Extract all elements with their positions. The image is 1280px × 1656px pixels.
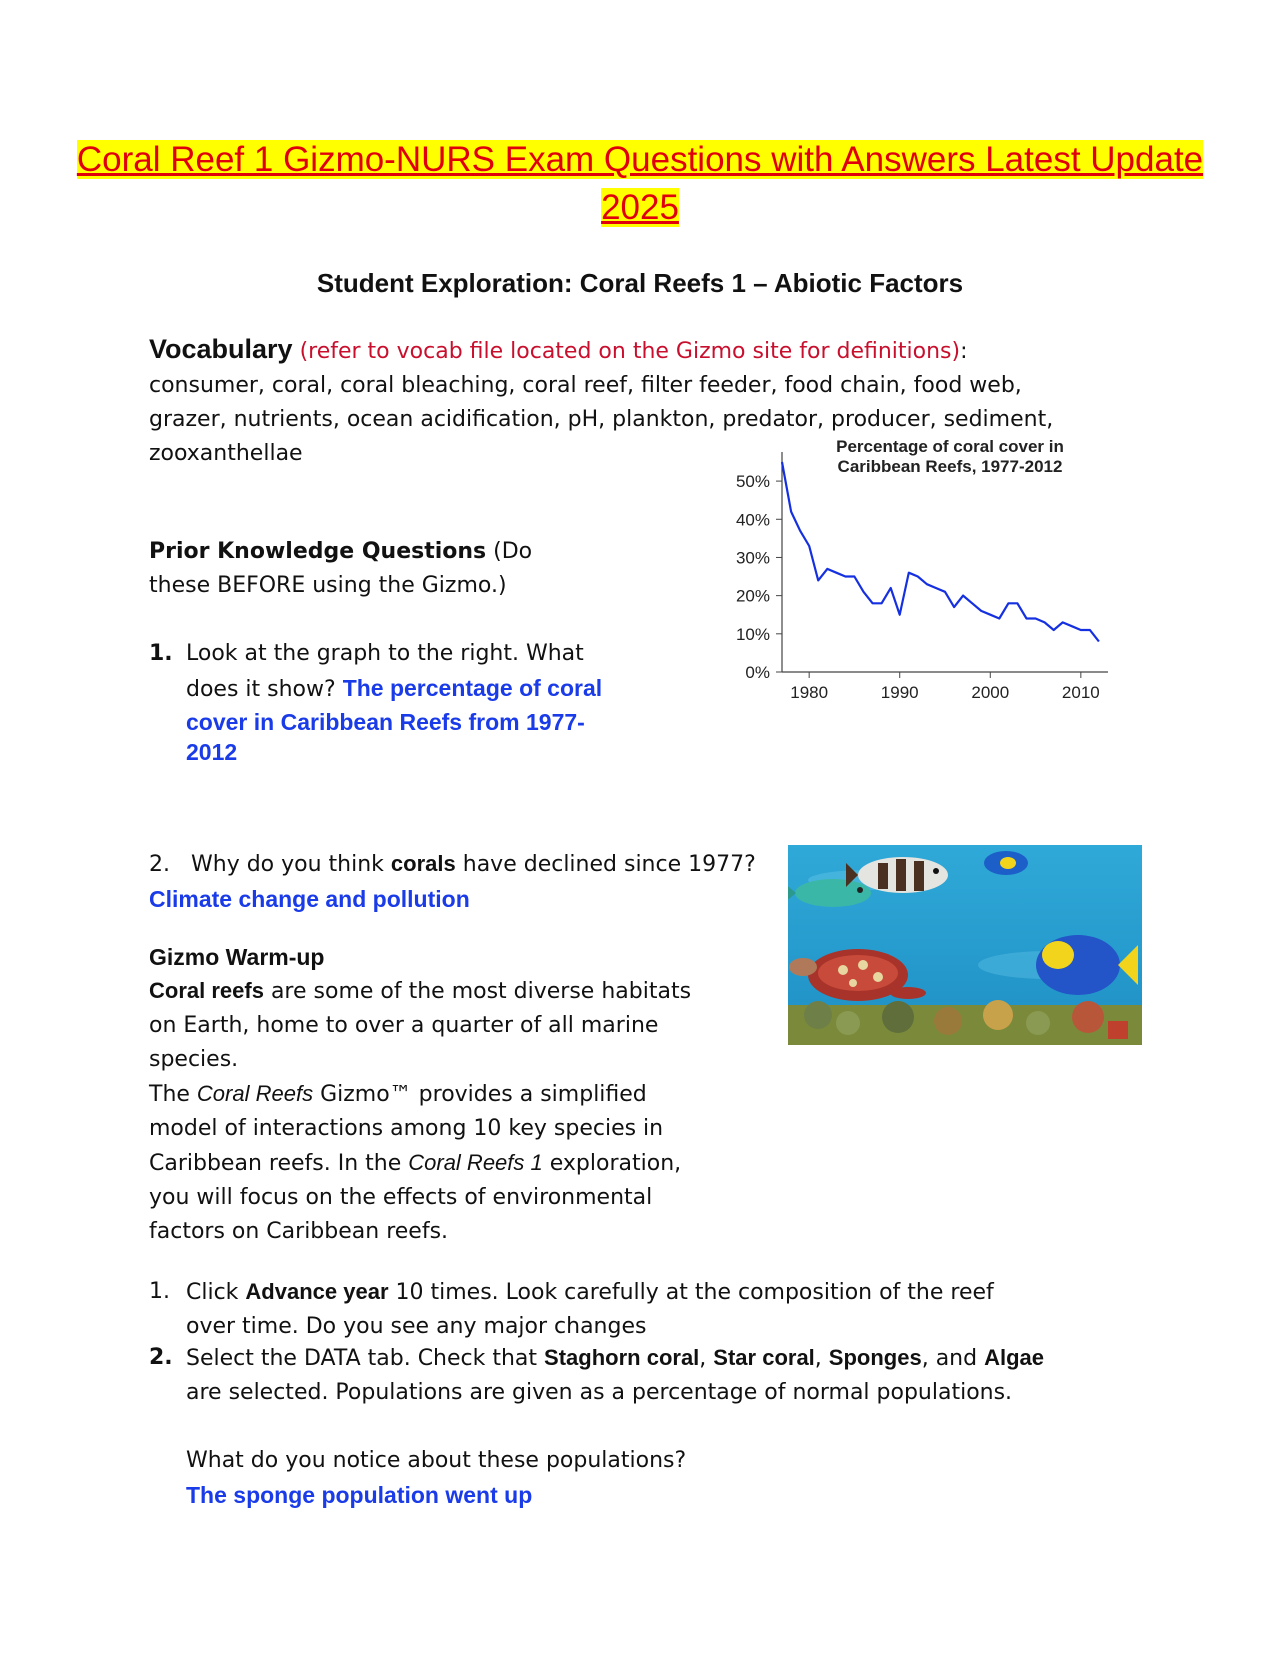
question-1-answer-2: cover in Caribbean Reefs from 1977- bbox=[186, 709, 585, 735]
chart-title-line-2: Caribbean Reefs, 1977-2012 bbox=[837, 457, 1063, 476]
coral-cover-chart bbox=[700, 440, 1120, 710]
vocabulary-list-line-3: zooxanthellae bbox=[149, 441, 303, 466]
step-2-answer: The sponge population went up bbox=[186, 1482, 533, 1508]
x-tick-label: 2000 bbox=[971, 683, 1010, 702]
y-tick-label: 40% bbox=[735, 510, 770, 530]
question-1-text-2: does it show? bbox=[186, 677, 336, 702]
warmup-text-4b: Gizmo™ provides a simplified bbox=[320, 1082, 647, 1107]
step-1-text: 10 times. Look carefully at the composition of the reef bbox=[395, 1280, 994, 1305]
step-2-question: What do you notice about these populations? bbox=[186, 1448, 687, 1473]
prior-knowledge-note: (Do bbox=[493, 539, 533, 564]
step-2-comma-2: , bbox=[814, 1346, 822, 1371]
question-1 bbox=[149, 637, 669, 767]
question-1-text: Look at the graph to the right. What bbox=[186, 641, 584, 666]
coral-reefs-gizmo-name: Coral Reefs bbox=[196, 1081, 314, 1106]
vocabulary-list-line-1: consumer, coral, coral bleaching, coral reef, filter feeder, food chain, food web, bbox=[149, 373, 1022, 398]
exploration-subtitle: Student Exploration: Coral Reefs 1 – Abiotic Factors bbox=[316, 268, 964, 298]
title-line-2: 2025 bbox=[601, 188, 679, 227]
staghorn-coral-term: Staghorn coral bbox=[544, 1345, 700, 1370]
warmup-text-6b: exploration, bbox=[549, 1151, 682, 1176]
x-tick-label: 1980 bbox=[790, 683, 829, 702]
coral-reefs-1-name: Coral Reefs 1 bbox=[408, 1150, 543, 1175]
step-2-text-2: are selected. Populations are given as a percentage of normal populations. bbox=[186, 1380, 1013, 1405]
prior-knowledge-heading: Prior Knowledge Questions bbox=[149, 539, 487, 564]
question-2 bbox=[149, 847, 789, 916]
y-tick-label: 50% bbox=[735, 472, 770, 492]
warmup-text-7: you will focus on the effects of environmental bbox=[149, 1185, 653, 1210]
y-tick-label: 20% bbox=[735, 586, 770, 606]
warmup-text-1: are some of the most diverse habitats bbox=[270, 979, 692, 1004]
vocabulary-list-line-2: grazer, nutrients, ocean acidification, pH, plankton, predator, producer, sediment, bbox=[149, 407, 1054, 432]
gizmo-warmup-heading: Gizmo Warm-up bbox=[149, 944, 325, 970]
question-2-keyword: corals bbox=[390, 851, 456, 876]
x-tick-label: 2010 bbox=[1061, 683, 1100, 702]
question-2-text: Why do you think bbox=[191, 852, 384, 877]
coral-cover-series-line bbox=[782, 462, 1099, 642]
title-line-1: Coral Reef 1 Gizmo-NURS Exam Questions with Answers Latest Update bbox=[76, 140, 1204, 179]
vocabulary-heading: Vocabulary bbox=[149, 334, 293, 364]
step-1 bbox=[149, 1275, 1149, 1344]
step-2-text: Select the DATA tab. Check that bbox=[186, 1346, 538, 1371]
question-1-answer-3: 2012 bbox=[186, 739, 238, 765]
step-1-number: 1. bbox=[149, 1279, 170, 1304]
question-2-answer: Climate change and pollution bbox=[149, 886, 470, 912]
question-1-answer: The percentage of coral bbox=[342, 675, 603, 701]
step-2-number: 2. bbox=[149, 1345, 173, 1370]
advance-year-term: Advance year bbox=[245, 1279, 389, 1304]
vocabulary-note: (refer to vocab file located on the Gizmo site for definitions) bbox=[299, 339, 961, 364]
y-tick-label: 0% bbox=[745, 663, 770, 682]
warmup-text-3: species. bbox=[149, 1047, 239, 1072]
step-2-and: , and bbox=[921, 1346, 978, 1371]
gizmo-warmup-section bbox=[149, 940, 749, 1249]
warmup-text-8: factors on Caribbean reefs. bbox=[149, 1219, 449, 1244]
star-coral-term: Star coral bbox=[713, 1345, 815, 1370]
warmup-text-4a: The bbox=[149, 1082, 190, 1107]
coral-reef-image bbox=[788, 845, 1142, 1045]
step-2-comma-1: , bbox=[699, 1346, 707, 1371]
sponges-term: Sponges bbox=[828, 1345, 922, 1370]
step-1-text-2: over time. Do you see any major changes bbox=[186, 1314, 647, 1339]
question-2-text-2: have declined since 1977? bbox=[462, 852, 756, 877]
document-title bbox=[40, 136, 1240, 232]
coral-reef-illustration bbox=[788, 845, 1142, 1045]
vocabulary-colon: : bbox=[960, 339, 968, 364]
y-tick-label: 10% bbox=[735, 624, 770, 644]
warmup-text-6a: Caribbean reefs. In the bbox=[149, 1151, 402, 1176]
algae-term: Algae bbox=[984, 1345, 1045, 1370]
prior-knowledge-note-2: these BEFORE using the Gizmo.) bbox=[149, 573, 507, 598]
warmup-text-2: on Earth, home to over a quarter of all marine bbox=[149, 1013, 659, 1038]
y-tick-label: 30% bbox=[735, 548, 770, 568]
coral-reefs-term: Coral reefs bbox=[149, 978, 264, 1003]
x-tick-label: 1990 bbox=[880, 683, 919, 702]
warmup-text-5: model of interactions among 10 key species in bbox=[149, 1116, 664, 1141]
question-2-number: 2. bbox=[149, 852, 170, 877]
question-1-number: 1. bbox=[149, 641, 173, 666]
step-2 bbox=[149, 1341, 1149, 1512]
coral-cover-chart-svg bbox=[700, 440, 1120, 710]
step-1-click: Click bbox=[186, 1280, 239, 1305]
chart-title-line-1: Percentage of coral cover in bbox=[836, 440, 1064, 456]
prior-knowledge-section bbox=[149, 535, 669, 603]
angelfish-icon bbox=[984, 851, 1028, 875]
